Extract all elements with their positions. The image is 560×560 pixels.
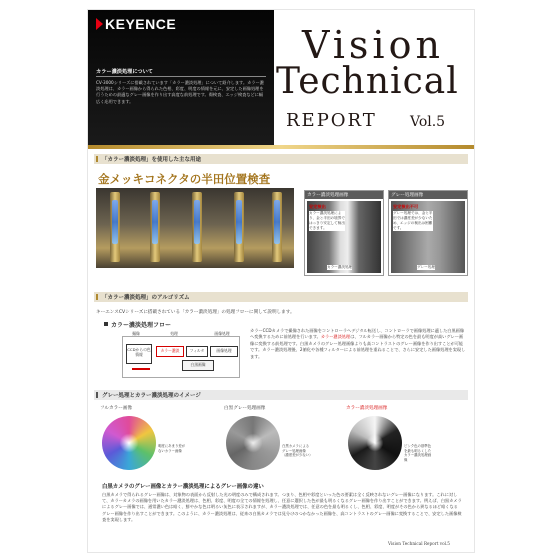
fullcolor-panel [100, 406, 186, 472]
fullcolor-title: フルカラー画像 [100, 406, 132, 411]
flow-label-measure: 画像処理 [214, 331, 230, 336]
gray-box-title: グレー処理画像 [391, 193, 424, 198]
flow-box-filter: フィルタ [186, 346, 208, 357]
grayscale-panel [224, 406, 313, 472]
logo-text: KEYENCE [105, 16, 177, 32]
color-box-pointer: カラー濃淡処理 [327, 265, 353, 269]
flow-box-measure: 画像処理 [210, 346, 238, 357]
connector-photo [96, 188, 294, 268]
section-algorithm-heading [94, 292, 468, 302]
algorithm-intro: キーエンスCVシリーズに搭載されている「カラー濃淡処理」の処理フローに関して説明します。 [96, 310, 295, 315]
color-process-box [304, 190, 384, 276]
intro-title: カラー濃淡処理について [96, 69, 153, 75]
gray-box-pointer: グレー処理 [417, 265, 435, 269]
intro-divider [96, 76, 266, 77]
grayscale-wheel [226, 416, 280, 470]
colorproc-wheel [348, 416, 402, 470]
usage-headline: 金メッキコネクタの半田位置検査 [98, 172, 271, 186]
logo-mark-icon [96, 18, 103, 30]
gray-process-box [388, 190, 468, 276]
color-box-title: カラー濃淡処理画像 [307, 193, 349, 198]
gray-box-caption: 安定検出不可 [393, 204, 419, 209]
title-report: REPORT [286, 110, 377, 131]
title-technical: Technical [276, 61, 459, 102]
colorproc-note: ピンク色の基準色を最も明るくしたカラー濃淡処理画像 [404, 444, 432, 462]
title-volume: Vol.5 [410, 114, 446, 130]
footer-text: Vision Technical Report vol.5 [388, 541, 450, 546]
flow-label-capture: 撮像 [132, 331, 140, 336]
flow-box-input: CCDからの色情報 [126, 344, 152, 364]
section-image-title: グレー処理とカラー濃淡処理のイメージ [102, 393, 201, 399]
gray-box-note: グレー処理では、金と半田では濃度差が少ないため、エッジの検出は困難です。 [393, 211, 433, 230]
body-title: 白黒カメラのグレー画像とカラー濃淡処理によるグレー画像の違い [102, 484, 264, 490]
flow-diagram [122, 330, 240, 380]
colorproc-title: カラー濃淡処理画像 [346, 406, 388, 411]
masthead [88, 10, 474, 145]
flow-description: カラーCCDカメラで撮像された画像をコントローラへデジタル転送し、コントローラで画像処理に適した白黒画像へ変換するために前処理を行います。カラー濃淡処理は、フルカラー画像から特定の色を最も明度が高いグレー画像に変換する前処理です。白黒カメラのグレー処理画像よりも高コントラストのグレー画像を作り出すことが可能です。カラー濃淡処理後、2値化や各種フィルターによる前処理を重ねることで、さらに安定した画像処理を実現します。 [250, 328, 466, 359]
section-algorithm-title: 「カラー濃淡処理」のアルゴリズム [102, 295, 190, 301]
section-usage-heading [94, 154, 468, 164]
flow-box-gray: 白黒画像 [182, 360, 214, 371]
grayscale-title: 白黒グレー処理画像 [224, 406, 266, 411]
flow-title: カラー濃淡処理フロー [104, 320, 171, 329]
flow-box-color: カラー濃淡 [156, 346, 184, 357]
flow-label-process: 処理 [170, 331, 178, 336]
grayscale-note: 白黒カメラによるグレー処理画像（濃度差が少ない） [282, 444, 313, 458]
body-text: 白黒カメラで得られるグレー画像は、対象物の表面から反射した光の明度のみで構成されます。つまり、色相や彩度といった色の要素は全く反映されないグレー画像になります。これに対して、カラーカメラの画像を用いたカラー濃淡処理は、色相、彩度、明度の全ての情報を処理し、任意に選択した色が最も明るくなるグレー画像を作り出すことができます。例えば、白黒カメラによるグレー画像では、通常濃い色は暗く、鮮やかな色は明るい灰色に表示されますが、カラー濃淡処理では、任意の色を最も明るくし、色相、彩度、明度がその色から異なるほど暗くなるグレー画像を作り出すことができます。このように、カラー濃淡処理は、従来の白黒カメラでは見分けのつかなかった画像を、高コントラストのグレー画像に変換することで、安定した画像検査を実現します。 [102, 492, 462, 522]
gold-divider [88, 145, 474, 149]
color-box-note: カラー濃淡処理により、金と半田の境界ではっきり安定して検出できます。 [309, 211, 345, 230]
section-image-heading [94, 390, 468, 400]
keyence-logo [96, 16, 176, 32]
title-panel [274, 10, 474, 145]
fullcolor-note: 明度にあまり差がないカラー画像 [158, 444, 186, 453]
section-usage-title: 「カラー濃淡処理」を使用した主な用途 [102, 157, 202, 163]
report-page [88, 10, 474, 552]
flow-arrow-icon [132, 368, 150, 370]
intro-text: CV-3000シリーズに搭載されています「カラー濃淡処理」について紹介します。カラー濃淡処理は、カラー画像から得られた色相、彩度、明度の情報を元に、安定した画像処理を行うための最適なグレー画像を作り出す高度な前処理です。傷検査、エッジ検査などに幅広く応用できます。 [96, 80, 264, 104]
fullcolor-wheel [102, 416, 156, 470]
colorproc-panel [346, 406, 432, 472]
color-box-caption: 安定検出 [309, 204, 326, 209]
title-vision: Vision [302, 23, 444, 67]
